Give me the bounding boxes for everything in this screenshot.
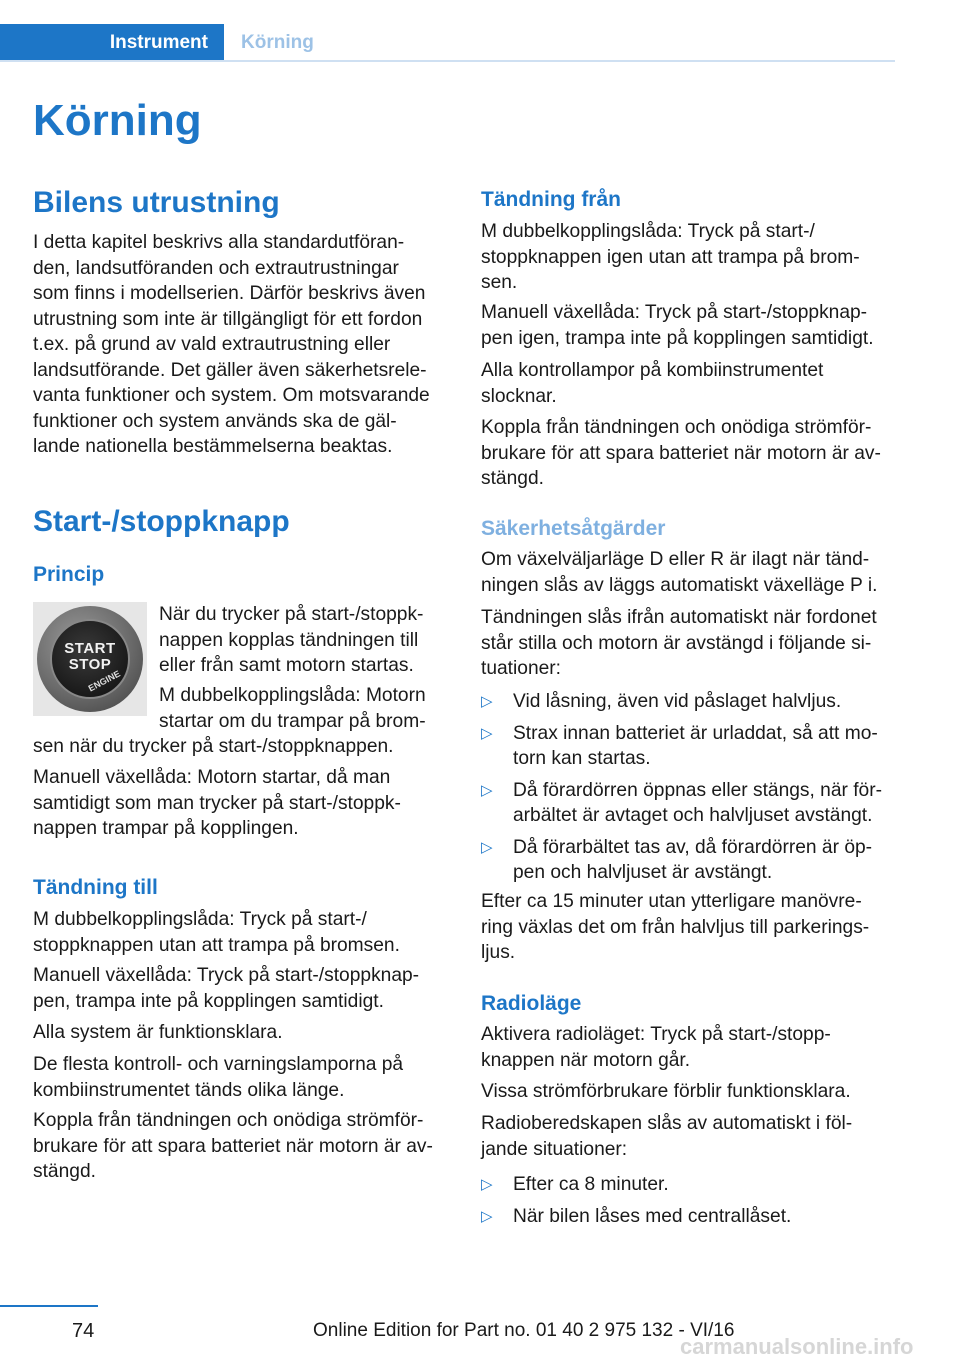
paragraph-radio-3 <box>481 1111 901 1162</box>
paragraph-ign-off-1 <box>481 219 901 296</box>
paragraph-princip-b2: sen när du trycker på start-/stoppknappen. <box>33 736 394 757</box>
paragraph-intro <box>33 230 453 460</box>
bullet-arrow-icon: ▷ <box>481 781 493 799</box>
line: Då förarbältet tas av, då förardörren är öp‐ <box>513 836 873 858</box>
header-rule <box>0 60 895 62</box>
line: Aktivera radioläget: Tryck på start-/stopp‐ <box>481 1024 831 1045</box>
line: tuationer: <box>481 658 562 679</box>
line: stoppknappen igen utan att trampa på brom‐ <box>481 246 860 268</box>
line: knappen när motorn går. <box>481 1049 691 1071</box>
list-item <box>481 689 901 715</box>
bullet-arrow-icon: ▷ <box>481 1207 493 1225</box>
line: samtidigt som man trycker på start-/stoppk‐ <box>33 792 401 814</box>
line: När du trycker på start-/stoppk‐ <box>159 604 424 625</box>
edition-text: Online Edition for Part no. 01 40 2 975 132 - VI/16 <box>313 1320 735 1341</box>
line: Koppla från tändningen och onödiga strömför‐ <box>481 417 872 438</box>
list-item <box>481 1172 901 1198</box>
line: Efter ca 8 minuter. <box>513 1174 669 1195</box>
paragraph-radio-1 <box>481 1022 901 1073</box>
line: eller från samt motorn startas. <box>159 655 414 676</box>
line: står stilla och motorn är avstängd i följande si‐ <box>481 632 872 654</box>
paragraph-ign-on-3: Alla system är funktionsklara. <box>33 1022 283 1043</box>
button-text-engine: ENGINE <box>86 668 122 694</box>
line: M dubbelkopplingslåda: Tryck på start-/ <box>481 221 815 242</box>
start-stop-button-image <box>33 602 147 716</box>
line: slocknar. <box>481 385 557 407</box>
paragraph-princip-a <box>159 602 449 679</box>
tab-korning[interactable]: Körning <box>241 32 314 53</box>
paragraph-radio-2: Vissa strömförbrukare förblir funktionsklara. <box>481 1081 851 1102</box>
line: Tändningen slås ifrån automatiskt när fordonet <box>481 607 877 628</box>
line: sen. <box>481 272 518 293</box>
line: den, landsutföranden och extrautrustningar <box>33 257 399 279</box>
list-item <box>481 835 901 886</box>
section-title-bilens-utrustning: Bilens utrustning <box>33 186 280 219</box>
paragraph-princip-c <box>33 765 453 842</box>
line: utrustning som inte är tillgängligt för ett fordon <box>33 308 423 330</box>
line: Manuell växellåda: Motorn startar, då man <box>33 767 391 788</box>
line: jande situationer: <box>481 1138 628 1160</box>
line: Vid låsning, även vid påslaget halvljus. <box>513 691 842 712</box>
footer-rule <box>0 1305 98 1307</box>
radio-list <box>481 1172 901 1229</box>
subsection-title-tandning-fran: Tändning från <box>481 188 621 211</box>
paragraph-ign-off-4 <box>481 415 901 492</box>
line: arbältet är avtaget och halvljuset avstängt. <box>513 805 873 826</box>
paragraph-ign-on-1 <box>33 907 453 958</box>
tab-instrument-label: Instrument <box>109 32 208 53</box>
line: brukare för att spara batteriet när motorn är av‐ <box>481 442 881 464</box>
subsection-title-princip: Princip <box>33 563 105 586</box>
paragraph-safety-1 <box>481 547 901 598</box>
line: Strax innan batteriet är urladdat, så att mo‐ <box>513 722 878 744</box>
line: t.ex. på grund av vald extrautrustning eller <box>33 334 391 355</box>
line: startar om du trampar på brom‐ <box>159 710 426 732</box>
safety-list <box>481 689 901 886</box>
line: Alla kontrollampor på kombiinstrumentet <box>481 360 824 381</box>
line: Koppla från tändningen och onödiga strömför‐ <box>33 1110 424 1131</box>
line: I detta kapitel beskrivs alla standardutföran‐ <box>33 232 405 253</box>
page-number: 74 <box>72 1320 95 1342</box>
bullet-arrow-icon: ▷ <box>481 1176 493 1193</box>
line: Om växelväljarläge D eller R är ilagt när tänd‐ <box>481 549 870 570</box>
line: De flesta kontroll- och varningslamporna på <box>33 1054 404 1075</box>
line: lande nationella bestämmelserna beaktas. <box>33 436 393 457</box>
line: stängd. <box>481 468 544 489</box>
line: ningen slås av läggs automatiskt växelläge P i. <box>481 574 878 596</box>
chapter-title: Körning <box>33 96 202 145</box>
button-text-start: START <box>64 640 116 657</box>
line: pen, trampa inte på kopplingen samtidigt. <box>33 990 384 1012</box>
line: Manuell växellåda: Tryck på start-/stoppknap‐ <box>33 965 420 986</box>
button-text-stop: STOP <box>68 656 112 673</box>
paragraph-princip-b <box>159 683 449 734</box>
line: pen igen, trampa inte på kopplingen samtidigt. <box>481 327 874 349</box>
line: som finns i modellserien. Därför beskrivs även <box>33 283 426 304</box>
line: brukare för att spara batteriet när motorn är av‐ <box>33 1135 433 1157</box>
line: Manuell växellåda: Tryck på start-/stoppknap‐ <box>481 302 868 323</box>
line: M dubbelkopplingslåda: Motorn <box>159 685 426 706</box>
paragraph-safety-2 <box>481 605 901 682</box>
tab-instrument[interactable] <box>0 24 224 62</box>
line: torn kan startas. <box>513 748 651 769</box>
subsection-title-tandning-till: Tändning till <box>33 876 158 899</box>
line: pen och halvljuset är avstängt. <box>513 862 773 883</box>
line: När bilen låses med centrallåset. <box>513 1205 792 1227</box>
section-title-start-stop: Start-/stoppknapp <box>33 505 290 538</box>
line: kombiinstrumentet tänds olika länge. <box>33 1079 345 1101</box>
paragraph-safety-3 <box>481 889 901 966</box>
line: stängd. <box>33 1161 96 1182</box>
watermark: carmanualsonline.info <box>680 1334 914 1359</box>
line: nappen kopplas tändningen till <box>159 629 419 651</box>
list-item <box>481 1204 901 1230</box>
bullet-arrow-icon: ▷ <box>481 724 493 742</box>
line: Efter ca 15 minuter utan ytterligare manövre‐ <box>481 891 862 912</box>
bullet-arrow-icon: ▷ <box>481 693 493 710</box>
subsection-title-sakerhetsatgarder: Säkerhetsåtgärder <box>481 517 666 540</box>
paragraph-ign-on-5 <box>33 1108 453 1185</box>
bullet-arrow-icon: ▷ <box>481 838 493 856</box>
subsection-title-radiolage: Radioläge <box>481 992 582 1015</box>
header-tabs <box>0 24 895 62</box>
paragraph-ign-on-4 <box>33 1052 453 1103</box>
line: Då förardörren öppnas eller stängs, när för‐ <box>513 779 883 801</box>
line: nappen trampar på kopplingen. <box>33 818 299 839</box>
line: ring växlas det om från halvljus till parkerings‐ <box>481 916 870 938</box>
list-item <box>481 721 901 772</box>
paragraph-ign-off-2 <box>481 300 901 351</box>
line: vanta funktioner och system. Om motsvarande <box>33 385 430 406</box>
line: landsutförande. Det gäller även säkerhetsrele‐ <box>33 359 427 381</box>
list-item <box>481 778 901 829</box>
line: M dubbelkopplingslåda: Tryck på start-/ <box>33 909 367 930</box>
line: Radioberedskapen slås av automatiskt i föl‐ <box>481 1113 853 1134</box>
line: ljus. <box>481 942 516 963</box>
line: stoppknappen utan att trampa på bromsen. <box>33 934 400 956</box>
paragraph-ign-off-3 <box>481 358 901 409</box>
paragraph-ign-on-2 <box>33 963 453 1014</box>
line: funktioner och system används ska de gäl‐ <box>33 410 397 432</box>
